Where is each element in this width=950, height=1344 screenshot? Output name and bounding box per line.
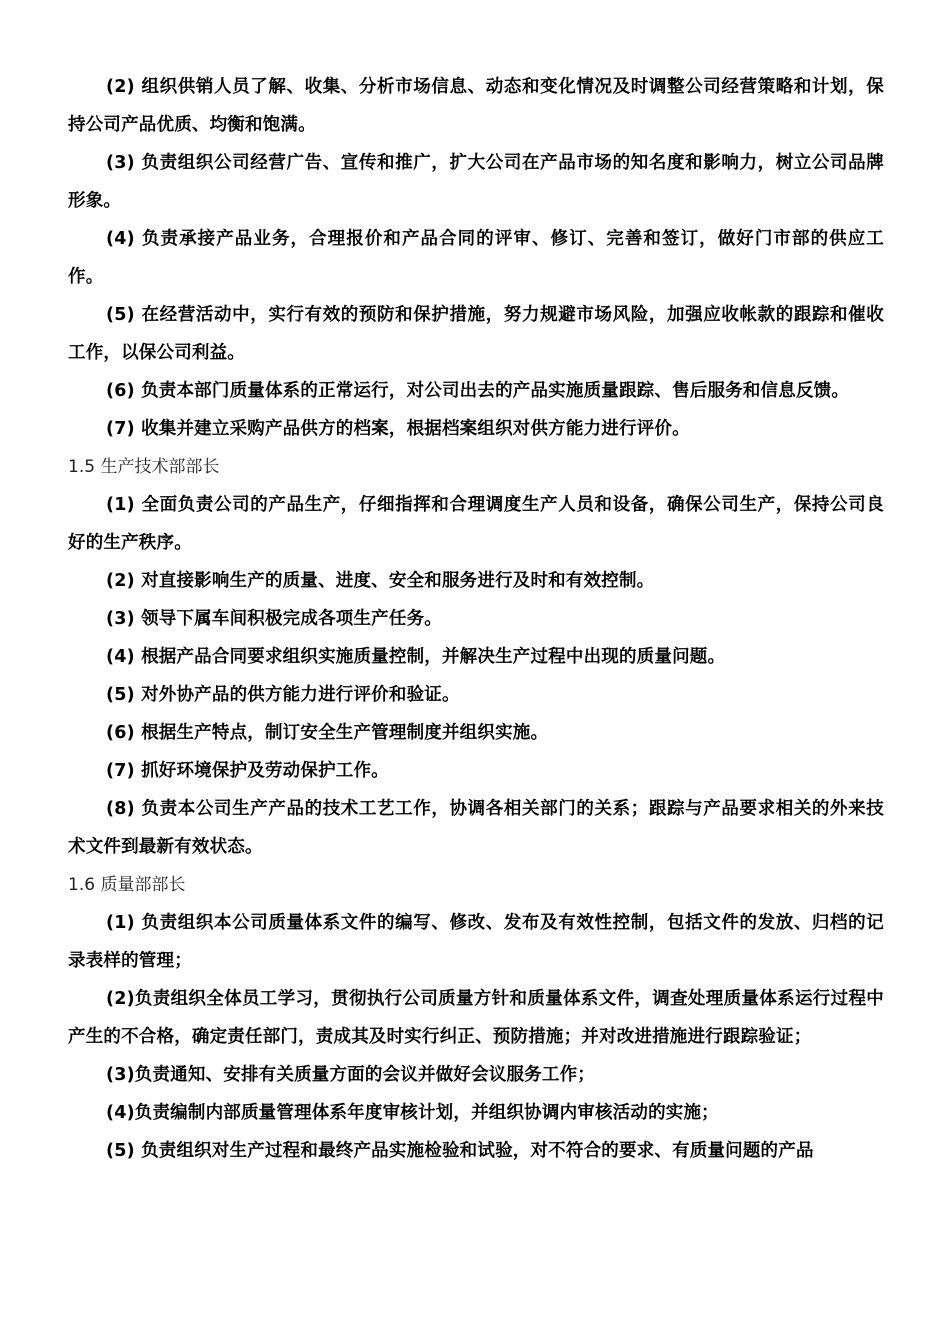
paragraph-1-4-item-6: (6) 负责本部门质量体系的正常运行，对公司出去的产品实施质量跟踪、售后服务和信息反馈。 xyxy=(106,381,850,401)
document-page xyxy=(68,68,884,1170)
paragraph-1-4-item-2: (2) 组织供销人员了解、收集、分析市场信息、动态和变化情况及时调整公司经营策略和计划，保持公司产品优质、均衡和饱满。 xyxy=(68,77,884,135)
paragraph-1-5-item-1: (1) 全面负责公司的产品生产，仔细指挥和合理调度生产人员和设备，确保公司生产，保持公司良好的生产秩序。 xyxy=(68,495,884,553)
paragraph-1-5-item-3: (3) 领导下属车间积极完成各项生产任务。 xyxy=(106,609,442,629)
paragraph-1-6-item-1: (1) 负责组织本公司质量体系文件的编写、修改、发布及有效性控制，包括文件的发放、归档的记录表样的管理； xyxy=(68,913,884,971)
paragraph-1-4-item-7: (7) 收集并建立采购产品供方的档案，根据档案组织对供方能力进行评价。 xyxy=(106,419,690,439)
paragraph-1-5-item-7: (7) 抓好环境保护及劳动保护工作。 xyxy=(106,761,389,781)
paragraph-1-4-item-5: (5) 在经营活动中，实行有效的预防和保护措施，努力规避市场风险，加强应收帐款的跟踪和催收工作，以保公司利益。 xyxy=(68,305,884,363)
paragraph-1-6-item-4: (4)负责编制内部质量管理体系年度审核计划，并组织协调内审核活动的实施； xyxy=(106,1103,719,1123)
paragraph-1-5-item-6: (6) 根据生产特点，制订安全生产管理制度并组织实施。 xyxy=(106,723,549,743)
paragraph-1-5-item-8: (8) 负责本公司生产产品的技术工艺工作，协调各相关部门的关系；跟踪与产品要求相关的外来技术文件到最新有效状态。 xyxy=(68,799,884,857)
paragraph-1-6-item-2: (2)负责组织全体员工学习，贯彻执行公司质量方针和质量体系文件，调查处理质量体系运行过程中产生的不合格，确定责任部门，责成其及时实行纠正、预防措施；并对改进措施进行跟踪验证； xyxy=(68,989,884,1047)
paragraph-1-6-item-3: (3)负责通知、安排有关质量方面的会议并做好会议服务工作； xyxy=(106,1065,595,1085)
paragraph-1-5-item-5: (5) 对外协产品的供方能力进行评价和验证。 xyxy=(106,685,460,705)
paragraph-1-5-item-2: (2) 对直接影响生产的质量、进度、安全和服务进行及时和有效控制。 xyxy=(106,571,655,591)
paragraph-1-6-item-5: (5) 负责组织对生产过程和最终产品实施检验和试验，对不符合的要求、有质量问题的产品 xyxy=(106,1141,814,1161)
paragraph-1-4-item-3: (3) 负责组织公司经营广告、宣传和推广，扩大公司在产品市场的知名度和影响力，树立公司品牌形象。 xyxy=(68,153,884,211)
paragraph-1-4-item-4: (4) 负责承接产品业务，合理报价和产品合同的评审、修订、完善和签订，做好门市部的供应工作。 xyxy=(68,229,884,287)
section-heading-1-6: 1.6 质量部部长 xyxy=(68,875,186,895)
section-heading-1-5: 1.5 生产技术部部长 xyxy=(68,457,220,477)
paragraph-1-5-item-4: (4) 根据产品合同要求组织实施质量控制，并解决生产过程中出现的质量问题。 xyxy=(106,647,726,667)
